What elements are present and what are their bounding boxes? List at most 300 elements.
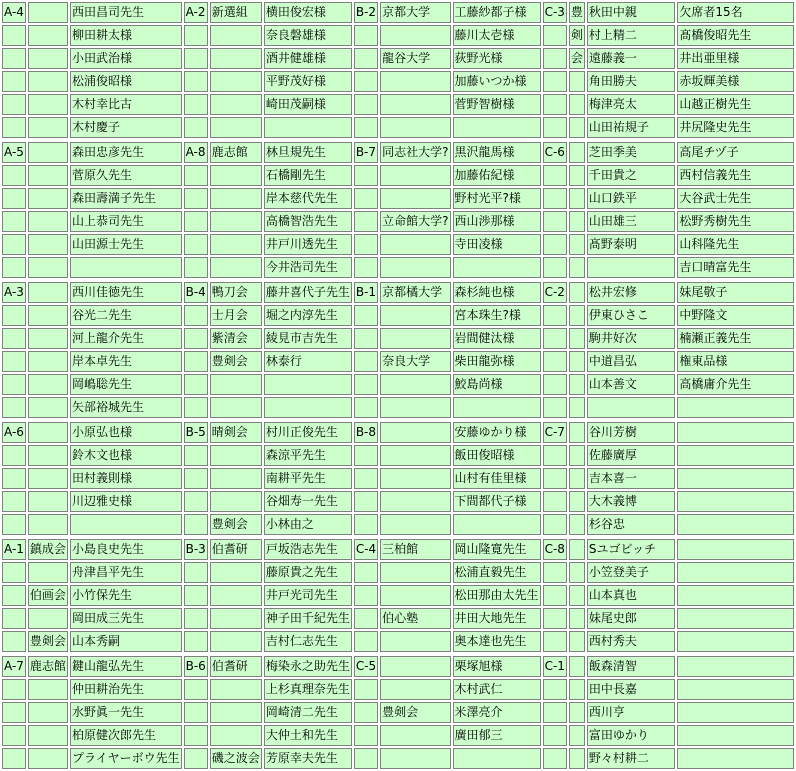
table-cell [184, 702, 208, 723]
table-cell [184, 25, 208, 46]
table-cell: 飯森清智 [587, 656, 675, 677]
table-cell [210, 234, 262, 255]
table-cell [569, 305, 585, 326]
table-cell: 綾見市吉先生 [264, 328, 352, 349]
table-cell: 高橋庸介先生 [677, 374, 794, 395]
table-cell: 伯耆研 [210, 656, 262, 677]
table-cell: 水野眞一先生 [70, 702, 182, 723]
table-cell: 角田勝夫 [587, 71, 675, 92]
table-cell: 米澤亮介 [453, 702, 541, 723]
table-cell [677, 748, 794, 769]
table-cell [210, 188, 262, 209]
table-cell: 小笠登美子 [587, 562, 675, 583]
table-cell [677, 656, 794, 677]
table-cell: 岡崎清二先生 [264, 702, 352, 723]
table-cell: 同志社大学? [380, 142, 450, 163]
table-cell [543, 25, 567, 46]
table-cell [2, 725, 26, 746]
table-cell: 小林由之 [264, 514, 352, 535]
table-cell [184, 305, 208, 326]
table-cell [354, 725, 378, 746]
table-cell [354, 71, 378, 92]
table-cell [543, 94, 567, 115]
table-row [2, 351, 794, 372]
table-cell [380, 25, 450, 46]
table-cell: 山本真也 [587, 585, 675, 606]
table-cell [210, 397, 262, 418]
table-cell: B-7 [354, 142, 378, 163]
table-cell [354, 562, 378, 583]
table-row [2, 631, 794, 652]
table-cell [569, 422, 585, 443]
table-cell: 西田昌司先生 [70, 2, 182, 23]
table-cell [70, 514, 182, 535]
table-cell: 駒井好次 [587, 328, 675, 349]
table-cell [184, 351, 208, 372]
table-cell: 下間都代子様 [453, 491, 541, 512]
table-cell: C-2 [543, 282, 567, 303]
table-cell [569, 94, 585, 115]
table-cell [210, 94, 262, 115]
table-cell: 柏原健次郎先生 [70, 725, 182, 746]
table-cell: 河上龍介先生 [70, 328, 182, 349]
table-cell [184, 188, 208, 209]
table-cell [354, 25, 378, 46]
table-row [2, 562, 794, 583]
table-cell: 高尾チヅ子 [677, 142, 794, 163]
table-cell [28, 702, 68, 723]
table-cell [184, 94, 208, 115]
table-cell [2, 117, 26, 138]
table-cell [354, 234, 378, 255]
table-cell: 宮本珠生?様 [453, 305, 541, 326]
table-cell [184, 397, 208, 418]
table-cell: 石橋剛先生 [264, 165, 352, 186]
table-cell [2, 211, 26, 232]
table-cell [380, 656, 450, 677]
table-cell [184, 48, 208, 69]
table-cell: 鈴木文也様 [70, 445, 182, 466]
table-row [2, 117, 794, 138]
table-cell: 野々村耕二 [587, 748, 675, 769]
table-cell [354, 351, 378, 372]
table-cell: 森田壽満子先生 [70, 188, 182, 209]
table-cell: 小竹保先生 [70, 585, 182, 606]
table-cell [70, 257, 182, 278]
table-cell [184, 631, 208, 652]
table-cell: C-7 [543, 422, 567, 443]
table-cell: 芳原幸夫先生 [264, 748, 352, 769]
table-cell: 妹尾敬子 [677, 282, 794, 303]
table-cell: 梅染永之助先生 [264, 656, 352, 677]
table-cell: 晴剣会 [210, 422, 262, 443]
table-cell [28, 188, 68, 209]
table-cell [453, 514, 541, 535]
table-cell [354, 514, 378, 535]
table-cell: 豊剣会 [28, 631, 68, 652]
table-row [2, 656, 794, 677]
table-cell [569, 562, 585, 583]
table-cell [2, 468, 26, 489]
table-cell [354, 397, 378, 418]
table-cell: 仲田耕治先生 [70, 679, 182, 700]
table-cell [380, 585, 450, 606]
table-cell [210, 211, 262, 232]
table-cell [354, 328, 378, 349]
table-cell: 伊東ひさこ [587, 305, 675, 326]
table-cell: A-8 [184, 142, 208, 163]
table-cell [2, 397, 26, 418]
table-cell [354, 679, 378, 700]
table-cell: 栗塚旭様 [453, 656, 541, 677]
table-cell [677, 585, 794, 606]
table-cell: 寺田凌様 [453, 234, 541, 255]
table-row [2, 397, 794, 418]
table-cell: 松浦俊昭様 [70, 71, 182, 92]
table-cell: 奈良磐雄様 [264, 25, 352, 46]
table-cell: C-1 [543, 656, 567, 677]
table-cell: 佐藤廣厚 [587, 445, 675, 466]
table-row [2, 142, 794, 163]
table-cell [28, 725, 68, 746]
table-cell [569, 211, 585, 232]
table-cell [543, 328, 567, 349]
table-cell: A-3 [2, 282, 26, 303]
table-cell [28, 397, 68, 418]
table-cell [354, 211, 378, 232]
table-cell [543, 71, 567, 92]
table-row [2, 608, 794, 629]
table-cell [569, 71, 585, 92]
table-cell [380, 468, 450, 489]
table-cell [569, 679, 585, 700]
table-cell: 村上精二 [587, 25, 675, 46]
table-cell: 岸本慈代先生 [264, 188, 352, 209]
table-cell: 士月会 [210, 305, 262, 326]
table-cell: 岸本卓先生 [70, 351, 182, 372]
table-cell: 鍵山龍弘先生 [70, 656, 182, 677]
table-cell [569, 328, 585, 349]
table-cell [210, 491, 262, 512]
table-cell [354, 257, 378, 278]
table-cell [210, 165, 262, 186]
table-cell: 梅津亮太 [587, 94, 675, 115]
table-cell [380, 725, 450, 746]
table-cell: 加藤いつか様 [453, 71, 541, 92]
table-cell [380, 188, 450, 209]
table-cell [354, 445, 378, 466]
table-cell: 矢部裕城先生 [70, 397, 182, 418]
table-cell [380, 94, 450, 115]
table-row [2, 422, 794, 443]
table-cell [354, 117, 378, 138]
table-cell: 山田雄三 [587, 211, 675, 232]
table-cell [380, 679, 450, 700]
table-cell: 遠藤義一 [587, 48, 675, 69]
table-row [2, 491, 794, 512]
table-row [2, 702, 794, 723]
table-cell: 松浦直毅先生 [453, 562, 541, 583]
table-cell [380, 491, 450, 512]
table-cell [28, 351, 68, 372]
table-cell [354, 305, 378, 326]
table-cell [28, 142, 68, 163]
table-cell [354, 702, 378, 723]
table-cell [2, 94, 26, 115]
table-row [2, 374, 794, 395]
table-cell [380, 374, 450, 395]
table-row [2, 165, 794, 186]
table-cell [543, 234, 567, 255]
table-cell [2, 305, 26, 326]
table-cell: 小田武治様 [70, 48, 182, 69]
table-cell: 松田那由太先生 [453, 585, 541, 606]
table-cell [28, 608, 68, 629]
table-cell [210, 562, 262, 583]
table-cell [677, 468, 794, 489]
table-cell: A-1 [2, 539, 26, 560]
table-cell [453, 748, 541, 769]
table-cell: 山田源士先生 [70, 234, 182, 255]
table-cell [2, 608, 26, 629]
table-cell: 山田祐規子 [587, 117, 675, 138]
table-cell: 三柏館 [380, 539, 450, 560]
table-cell: 鹿志館 [210, 142, 262, 163]
table-cell: 小原弘也様 [70, 422, 182, 443]
table-cell: 戸坂浩志先生 [264, 539, 352, 560]
table-cell [543, 468, 567, 489]
table-cell [380, 328, 450, 349]
table-cell: 中道昌弘 [587, 351, 675, 372]
table-cell [569, 142, 585, 163]
table-cell [184, 748, 208, 769]
table-cell [587, 397, 675, 418]
table-cell: 谷畑寿一先生 [264, 491, 352, 512]
table-cell [543, 351, 567, 372]
table-cell [677, 445, 794, 466]
table-cell: 西山渉那様 [453, 211, 541, 232]
table-cell: 松野秀樹先生 [677, 211, 794, 232]
table-cell [677, 725, 794, 746]
table-row [2, 188, 794, 209]
table-cell [569, 165, 585, 186]
table-cell [28, 2, 68, 23]
table-cell: 菅原久先生 [70, 165, 182, 186]
table-row [2, 328, 794, 349]
table-cell [210, 257, 262, 278]
table-cell [184, 117, 208, 138]
table-cell [2, 257, 26, 278]
table-cell [184, 71, 208, 92]
table-cell [184, 445, 208, 466]
table-cell [264, 397, 352, 418]
table-cell [543, 445, 567, 466]
table-cell: 京都大学 [380, 2, 450, 23]
table-cell: C-8 [543, 539, 567, 560]
table-cell: 廣田郁三 [453, 725, 541, 746]
table-cell: 奈良大学 [380, 351, 450, 372]
table-cell [210, 631, 262, 652]
table-cell: 井出亜里様 [677, 48, 794, 69]
table-cell: B-1 [354, 282, 378, 303]
table-cell [2, 48, 26, 69]
table-cell [2, 702, 26, 723]
table-cell [354, 165, 378, 186]
table-cell [210, 585, 262, 606]
table-cell: 平野茂好様 [264, 71, 352, 92]
table-cell [569, 257, 585, 278]
table-cell [569, 631, 585, 652]
table-cell [184, 679, 208, 700]
table-cell: 鹿志館 [28, 656, 68, 677]
table-cell: 鴨刀会 [210, 282, 262, 303]
table-row [2, 468, 794, 489]
table-cell [453, 257, 541, 278]
table-cell [28, 422, 68, 443]
table-cell: 横田俊宏様 [264, 2, 352, 23]
table-cell [453, 117, 541, 138]
table-cell: B-4 [184, 282, 208, 303]
table-cell: 京都橘大学 [380, 282, 450, 303]
table-cell [2, 491, 26, 512]
table-cell: A-7 [2, 656, 26, 677]
table-cell: 大谷武士先生 [677, 188, 794, 209]
table-row [2, 234, 794, 255]
table-row [2, 514, 794, 535]
table-cell: 楠瀬正義先生 [677, 328, 794, 349]
table-row [2, 25, 794, 46]
table-cell [184, 234, 208, 255]
table-cell: 山越正樹先生 [677, 94, 794, 115]
table-cell: 安藤ゆかり様 [453, 422, 541, 443]
table-cell [569, 117, 585, 138]
table-cell [2, 514, 26, 535]
table-cell: 松井宏修 [587, 282, 675, 303]
table-cell [543, 702, 567, 723]
table-cell [543, 608, 567, 629]
table-cell: 岡田成三先生 [70, 608, 182, 629]
table-cell: 伯心塾 [380, 608, 450, 629]
table-cell: 木村幸比古 [70, 94, 182, 115]
table-cell [210, 25, 262, 46]
table-cell: B-2 [354, 2, 378, 23]
table-cell: プライヤーボウ先生 [70, 748, 182, 769]
table-cell [2, 748, 26, 769]
table-cell [543, 374, 567, 395]
table-cell: 西川亨 [587, 702, 675, 723]
table-cell [569, 491, 585, 512]
table-cell [677, 422, 794, 443]
table-cell [677, 539, 794, 560]
table-cell [569, 585, 585, 606]
table-cell: C-3 [543, 2, 567, 23]
table-cell: 加藤佑紀様 [453, 165, 541, 186]
table-cell: 舟津昌平先生 [70, 562, 182, 583]
table-cell: 山上恭司先生 [70, 211, 182, 232]
table-cell: 森田忠彦先生 [70, 142, 182, 163]
table-row [2, 305, 794, 326]
table-row [2, 282, 794, 303]
table-cell: A-4 [2, 2, 26, 23]
table-cell: 村川正俊先生 [264, 422, 352, 443]
table-cell [28, 257, 68, 278]
table-cell [184, 514, 208, 535]
table-cell [380, 631, 450, 652]
table-cell: 今井浩司先生 [264, 257, 352, 278]
table-cell [2, 188, 26, 209]
table-cell [28, 117, 68, 138]
table-cell [210, 117, 262, 138]
table-cell [569, 374, 585, 395]
table-cell: 藤原貴之先生 [264, 562, 352, 583]
table-cell [569, 656, 585, 677]
table-cell: 林泰行 [264, 351, 352, 372]
table-cell [184, 165, 208, 186]
table-cell [569, 351, 585, 372]
table-cell: 崎田茂嗣様 [264, 94, 352, 115]
table-cell: 立命館大学? [380, 211, 450, 232]
table-cell [543, 117, 567, 138]
table-cell [184, 725, 208, 746]
table-cell [543, 585, 567, 606]
table-cell [380, 257, 450, 278]
table-cell [380, 165, 450, 186]
table-cell [2, 351, 26, 372]
table-cell: 剣 [569, 25, 585, 46]
table-cell [28, 328, 68, 349]
table-cell: 権東品様 [677, 351, 794, 372]
table-cell: 南耕平先生 [264, 468, 352, 489]
table-cell [264, 117, 352, 138]
table-cell: 豊剣会 [380, 702, 450, 723]
table-cell: 鮫島尚様 [453, 374, 541, 395]
table-cell: 森杉純也様 [453, 282, 541, 303]
table-cell: 田村義則様 [70, 468, 182, 489]
table-cell [354, 748, 378, 769]
table-row [2, 725, 794, 746]
table-cell [380, 397, 450, 418]
table-cell: 酒井健雄様 [264, 48, 352, 69]
table-cell: 飯田俊昭様 [453, 445, 541, 466]
table-cell [184, 608, 208, 629]
table-cell [677, 608, 794, 629]
table-cell: 伯画会 [28, 585, 68, 606]
table-cell: 菅野智樹様 [453, 94, 541, 115]
table-cell: 吉口晴富先生 [677, 257, 794, 278]
table-cell: 会 [569, 48, 585, 69]
table-cell [543, 562, 567, 583]
table-cell [543, 305, 567, 326]
table-cell [543, 679, 567, 700]
table-cell [569, 748, 585, 769]
table-cell [453, 397, 541, 418]
table-row [2, 211, 794, 232]
table-cell: 豊 [569, 2, 585, 23]
table-cell [28, 445, 68, 466]
table-cell: 川辺雅史様 [70, 491, 182, 512]
table-cell [543, 48, 567, 69]
table-cell [210, 445, 262, 466]
table-cell: 谷川芳樹 [587, 422, 675, 443]
table-cell [543, 257, 567, 278]
table-cell: 野村光平?様 [453, 188, 541, 209]
table-cell [380, 422, 450, 443]
table-cell: 秋田中親 [587, 2, 675, 23]
table-cell [28, 94, 68, 115]
table-cell [354, 94, 378, 115]
table-cell [2, 679, 26, 700]
table-cell: B-3 [184, 539, 208, 560]
